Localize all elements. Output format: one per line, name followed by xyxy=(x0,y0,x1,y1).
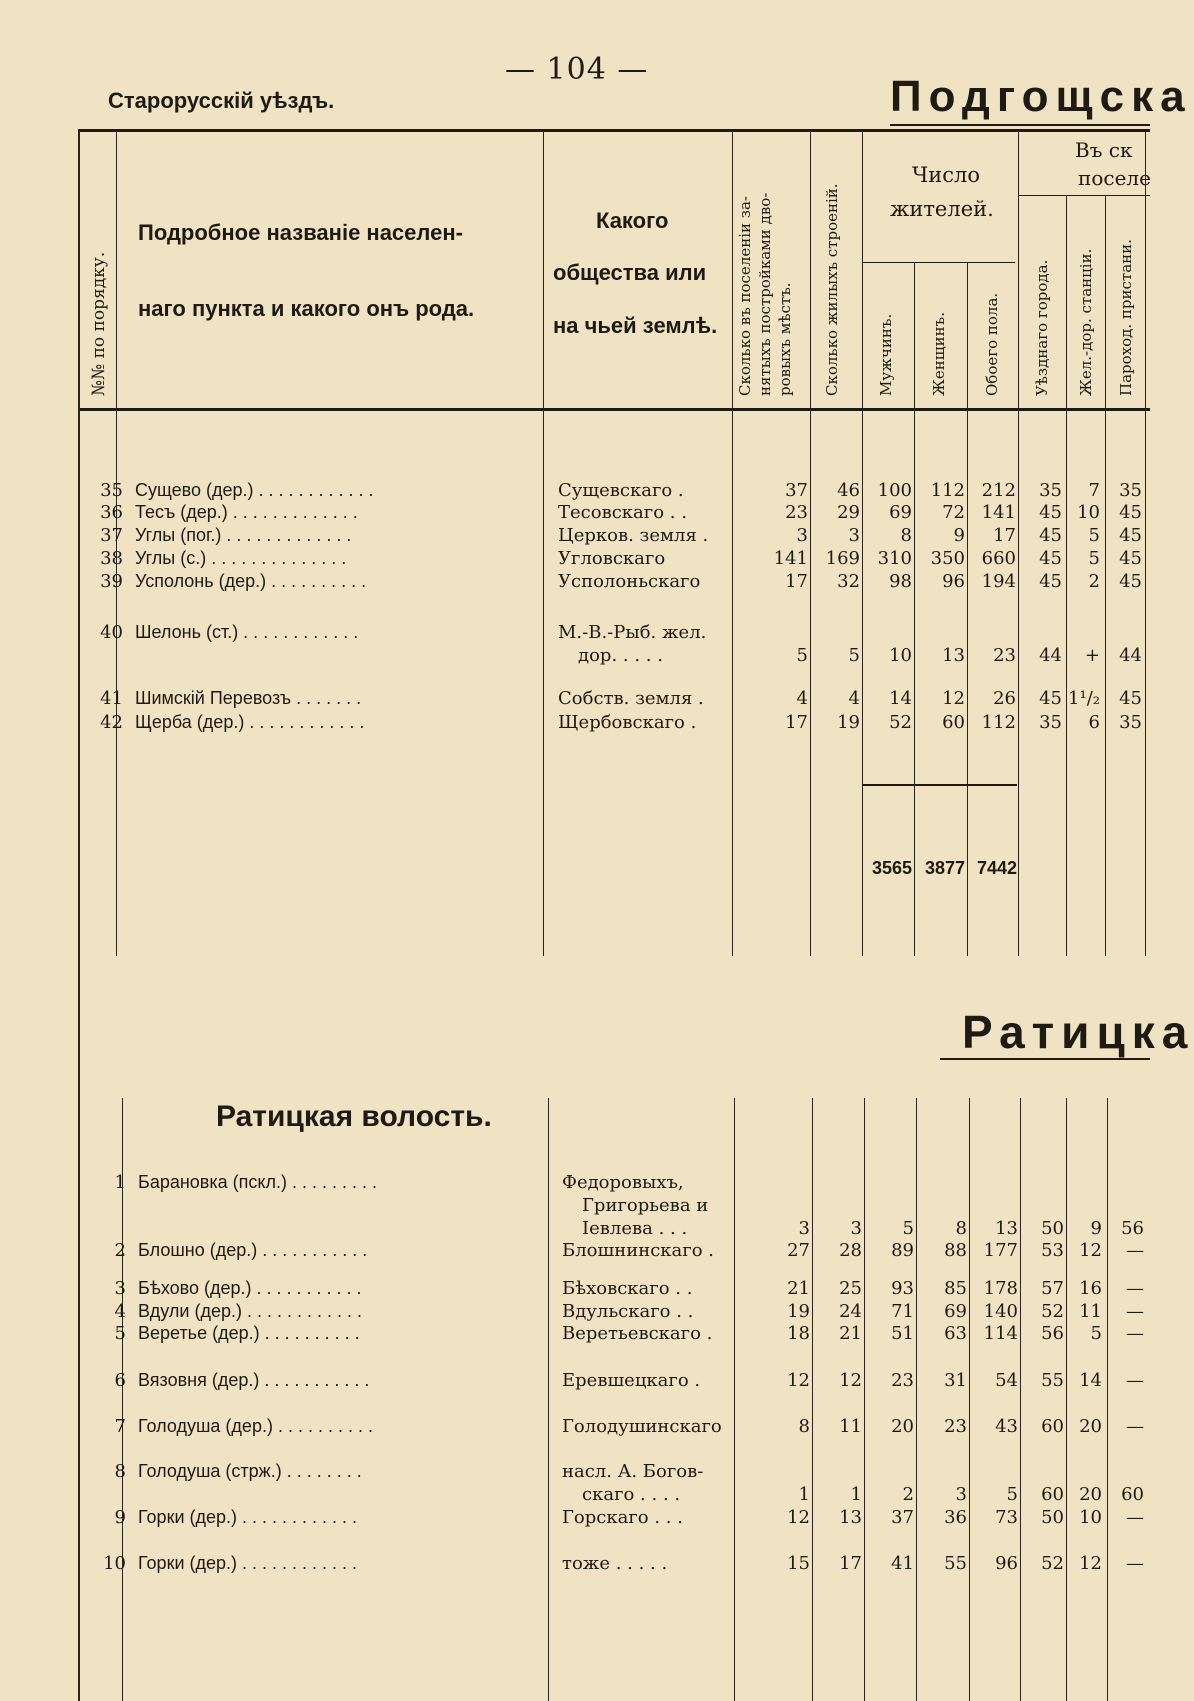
society-name: Собств. земля . xyxy=(558,688,704,709)
cell-pier: — xyxy=(1126,1240,1144,1261)
cell-men: 37 xyxy=(891,1507,914,1528)
county-title: Старорусскій уѣздъ. xyxy=(108,88,335,113)
cell-women: 23 xyxy=(944,1416,967,1437)
volost-header-top: Подгощска xyxy=(890,72,1192,121)
cell-both: 23 xyxy=(993,645,1016,666)
cell-both: 17 xyxy=(993,525,1016,546)
cell-men: 52 xyxy=(889,712,912,733)
table-row xyxy=(0,1323,1150,1347)
cell-pier: — xyxy=(1126,1370,1144,1391)
cell-bld: 46 xyxy=(837,480,860,501)
cell-yards: 27 xyxy=(787,1240,810,1261)
cell-yards: 21 xyxy=(787,1278,810,1299)
cell-women: 88 xyxy=(944,1240,967,1261)
cell-town: 45 xyxy=(1039,525,1062,546)
cell-both: 194 xyxy=(981,571,1016,592)
settlement-name: Сущево (дер.) . . . . . . . . . . . . xyxy=(135,480,374,500)
settlement-name: Бѣхово (дер.) . . . . . . . . . . . xyxy=(138,1278,362,1298)
cell-pier: 45 xyxy=(1119,548,1142,569)
cell-town: 50 xyxy=(1041,1218,1064,1239)
residents-group-header-1: Число xyxy=(912,163,980,187)
cell-rail: 20 xyxy=(1079,1416,1102,1437)
cell-bld: 1 xyxy=(850,1484,862,1505)
col-town-header: Уѣзднаго города. xyxy=(1033,259,1051,396)
cell-women: 60 xyxy=(942,712,965,733)
settlement-name: Углы (пог.) . . . . . . . . . . . . . xyxy=(135,525,352,545)
row-number: 7 xyxy=(114,1416,126,1437)
row-number: 2 xyxy=(114,1240,126,1261)
row-number: 36 xyxy=(100,502,123,523)
cell-men: 8 xyxy=(900,525,912,546)
settlement-name: Голодуша (стрж.) . . . . . . . . xyxy=(138,1461,362,1481)
cell-rail: 7 xyxy=(1088,480,1100,501)
settlement-name: Горки (дер.) . . . . . . . . . . . . xyxy=(138,1507,358,1527)
table-row xyxy=(0,1370,1150,1394)
row-number: 42 xyxy=(100,712,123,733)
cell-both: 177 xyxy=(983,1240,1018,1261)
col-yards-header-2: нятыхъ постройками дво- xyxy=(756,192,774,396)
col-rule xyxy=(916,1098,917,1701)
cell-both: 26 xyxy=(993,688,1016,709)
society-name: тоже . . . . . xyxy=(562,1553,668,1574)
cell-women: 63 xyxy=(944,1323,967,1344)
settlement-name: Горки (дер.) . . . . . . . . . . . . xyxy=(138,1553,358,1573)
col-rule xyxy=(548,1098,549,1701)
cell-rail: 20 xyxy=(1079,1484,1102,1505)
cell-both: 112 xyxy=(981,712,1016,733)
cell-men: 14 xyxy=(889,688,912,709)
cell-bld: 21 xyxy=(839,1323,862,1344)
cell-both: 96 xyxy=(995,1553,1018,1574)
cell-town: 50 xyxy=(1041,1507,1064,1528)
cell-rail: 14 xyxy=(1079,1370,1102,1391)
cell-men: 23 xyxy=(891,1370,914,1391)
cell-both: 73 xyxy=(995,1507,1018,1528)
cell-bld: 29 xyxy=(837,502,860,523)
cell-women: 350 xyxy=(930,548,965,569)
settlement-name: Вязовня (дер.) . . . . . . . . . . . xyxy=(138,1370,370,1390)
society-name: Веретьевскаго . xyxy=(562,1323,713,1344)
cell-town: 57 xyxy=(1041,1278,1064,1299)
cell-rail: 6 xyxy=(1088,712,1100,733)
table-row xyxy=(0,688,1150,712)
settlement-name: Углы (с.) . . . . . . . . . . . . . . xyxy=(135,548,347,568)
society-name: Блошнинскаго . xyxy=(562,1240,714,1261)
cell-rail: + xyxy=(1084,645,1100,666)
cell-town: 35 xyxy=(1039,480,1062,501)
cell-town: 56 xyxy=(1041,1323,1064,1344)
row-number: 40 xyxy=(100,622,123,643)
cell-yards: 141 xyxy=(773,548,808,569)
society-name: Вдульскаго . . xyxy=(562,1301,694,1322)
cell-both: 43 xyxy=(995,1416,1018,1437)
settlement-name: Голодуша (дер.) . . . . . . . . . . xyxy=(138,1416,373,1436)
settlement-name: Шелонь (ст.) . . . . . . . . . . . . xyxy=(135,622,359,642)
total-women: 3877 xyxy=(924,858,965,878)
table-header-bottom-rule xyxy=(78,408,1150,411)
table-row xyxy=(0,571,1150,595)
col-both-header: Обоего пола. xyxy=(983,292,1001,396)
col-rule xyxy=(734,1098,735,1701)
society-name: Федоровыхъ, xyxy=(562,1172,684,1193)
cell-women: 9 xyxy=(953,525,965,546)
cell-pier: — xyxy=(1126,1416,1144,1437)
cell-rail: 5 xyxy=(1090,1323,1102,1344)
table-row xyxy=(0,502,1150,526)
cell-pier: 44 xyxy=(1119,645,1142,666)
cell-men: 100 xyxy=(877,480,912,501)
cell-bld: 3 xyxy=(850,1218,862,1239)
cell-women: 55 xyxy=(944,1553,967,1574)
cell-men: 51 xyxy=(891,1323,914,1344)
cell-town: 55 xyxy=(1041,1370,1064,1391)
cell-both: 141 xyxy=(981,502,1016,523)
cell-women: 8 xyxy=(955,1218,967,1239)
total-men: 3565 xyxy=(871,858,912,878)
cell-pier: — xyxy=(1126,1301,1144,1322)
col-pier-header: Пароход. пристани. xyxy=(1117,239,1135,396)
distance-group-header-1: Въ ск xyxy=(1075,138,1133,162)
cell-yards: 4 xyxy=(796,688,808,709)
settlement-name: Вдули (дер.) . . . . . . . . . . . . xyxy=(138,1301,363,1321)
settlement-name: Усполонь (дер.) . . . . . . . . . . xyxy=(135,571,367,591)
cell-pier: 45 xyxy=(1119,688,1142,709)
col-rule xyxy=(969,1098,970,1701)
cell-rail: 10 xyxy=(1079,1507,1102,1528)
cell-town: 52 xyxy=(1041,1301,1064,1322)
row-number: 37 xyxy=(100,525,123,546)
cell-town: 44 xyxy=(1039,645,1062,666)
cell-pier: 45 xyxy=(1119,502,1142,523)
col-rule xyxy=(914,262,915,956)
table-row xyxy=(0,712,1150,736)
cell-bld: 28 xyxy=(839,1240,862,1261)
cell-men: 41 xyxy=(891,1553,914,1574)
society-name: Усполоньскаго xyxy=(558,571,701,592)
cell-town: 45 xyxy=(1039,548,1062,569)
cell-both: 5 xyxy=(1006,1484,1018,1505)
col-yards-header-3: ровыхъ мѣстъ. xyxy=(776,282,794,396)
cell-yards: 5 xyxy=(796,645,808,666)
cell-bld: 169 xyxy=(825,548,860,569)
table-top-rule xyxy=(78,129,1150,132)
cell-pier: — xyxy=(1126,1323,1144,1344)
cell-pier: — xyxy=(1126,1278,1144,1299)
table-row xyxy=(0,1172,1150,1242)
society-name: Церков. земля . xyxy=(558,525,709,546)
cell-both: 114 xyxy=(983,1323,1018,1344)
cell-pier: — xyxy=(1126,1507,1144,1528)
cell-both: 13 xyxy=(995,1218,1018,1239)
col-society-header-2: общества или xyxy=(553,260,707,285)
table-row xyxy=(0,480,1150,504)
row-number: 3 xyxy=(114,1278,126,1299)
society-name: Горскаго . . . xyxy=(562,1507,683,1528)
cell-pier: 60 xyxy=(1121,1484,1144,1505)
cell-yards: 37 xyxy=(785,480,808,501)
society-name: Угловскаго xyxy=(558,548,666,569)
volost-header-top-underline xyxy=(890,124,1150,126)
cell-both: 140 xyxy=(983,1301,1018,1322)
section-title-ratitskaya: Ратицкая волость. xyxy=(216,1100,492,1133)
society-name: Щербовскаго . xyxy=(558,712,697,733)
row-number: 4 xyxy=(114,1301,126,1322)
cell-women: 72 xyxy=(942,502,965,523)
cell-bld: 32 xyxy=(837,571,860,592)
cell-women: 69 xyxy=(944,1301,967,1322)
cell-yards: 12 xyxy=(787,1370,810,1391)
cell-rail: 10 xyxy=(1077,502,1100,523)
col-rule xyxy=(1020,1098,1021,1701)
total-both: 7442 xyxy=(976,858,1017,878)
col-men-header: Мужчинъ. xyxy=(877,313,895,396)
table-row xyxy=(0,1416,1150,1440)
volost-header-bottom-underline xyxy=(940,1058,1150,1060)
col-society-header-1: Какого xyxy=(596,208,669,233)
cell-men: 93 xyxy=(891,1278,914,1299)
table-left-border xyxy=(78,131,80,1701)
society-name: Іевлева . . . xyxy=(582,1218,688,1239)
cell-town: 45 xyxy=(1039,571,1062,592)
table-row xyxy=(0,1301,1150,1325)
society-name: насл. А. Богов- xyxy=(562,1461,704,1482)
volost-header-bottom: Ратицка xyxy=(962,1006,1194,1058)
cell-bld: 24 xyxy=(839,1301,862,1322)
cell-bld: 4 xyxy=(848,688,860,709)
cell-yards: 17 xyxy=(785,571,808,592)
col-women-header: Женщинъ. xyxy=(930,312,948,396)
society-name: Тесовскаго . . xyxy=(558,502,687,523)
cell-both: 212 xyxy=(981,480,1016,501)
society-name: Голодушинскаго xyxy=(562,1416,722,1437)
cell-town: 52 xyxy=(1041,1553,1064,1574)
table-row xyxy=(0,1278,1150,1302)
residents-group-rule xyxy=(862,262,1015,263)
row-number: 9 xyxy=(114,1507,126,1528)
col-society-header-3: на чьей землѣ. xyxy=(553,313,718,338)
settlement-name: Шимскій Перевозъ . . . . . . . xyxy=(135,688,362,708)
col-rule xyxy=(864,1098,865,1701)
cell-bld: 25 xyxy=(839,1278,862,1299)
table-row xyxy=(0,525,1150,549)
cell-pier: 35 xyxy=(1119,480,1142,501)
cell-women: 36 xyxy=(944,1507,967,1528)
residents-group-header-2: жителей. xyxy=(890,197,994,221)
settlement-name: Щерба (дер.) . . . . . . . . . . . . xyxy=(135,712,365,732)
cell-pier: 45 xyxy=(1119,571,1142,592)
cell-women: 112 xyxy=(930,480,965,501)
cell-men: 310 xyxy=(877,548,912,569)
cell-rail: 12 xyxy=(1079,1240,1102,1261)
table-row xyxy=(0,622,1150,669)
society-name: Григорьева и xyxy=(582,1195,709,1216)
row-number: 39 xyxy=(100,571,123,592)
row-number: 6 xyxy=(114,1370,126,1391)
cell-bld: 12 xyxy=(839,1370,862,1391)
cell-yards: 3 xyxy=(796,525,808,546)
col-name-header-2: наго пункта и какого онъ рода. xyxy=(138,296,475,321)
cell-men: 71 xyxy=(891,1301,914,1322)
cell-rail: 5 xyxy=(1088,548,1100,569)
cell-bld: 19 xyxy=(837,712,860,733)
settlement-name: Тесъ (дер.) . . . . . . . . . . . . . xyxy=(135,502,358,522)
cell-rail: 16 xyxy=(1079,1278,1102,1299)
cell-yards: 15 xyxy=(787,1553,810,1574)
cell-men: 5 xyxy=(902,1218,914,1239)
society-name: дор. . . . . xyxy=(578,645,663,666)
cell-bld: 11 xyxy=(839,1416,862,1437)
cell-town: 45 xyxy=(1039,502,1062,523)
cell-men: 10 xyxy=(889,645,912,666)
cell-town: 53 xyxy=(1041,1240,1064,1261)
society-name: Бѣховскаго . . xyxy=(562,1278,693,1299)
col-rule xyxy=(1107,1098,1108,1701)
cell-yards: 18 xyxy=(787,1323,810,1344)
col-name-header-1: Подробное названіе населен- xyxy=(138,220,463,245)
cell-rail: 12 xyxy=(1079,1553,1102,1574)
society-name: Сущевскаго . xyxy=(558,480,684,501)
cell-men: 89 xyxy=(891,1240,914,1261)
col-number-header: №№ по порядку. xyxy=(89,251,109,396)
row-number: 1 xyxy=(114,1172,126,1193)
cell-women: 3 xyxy=(955,1484,967,1505)
table-row xyxy=(0,1461,1150,1508)
cell-bld: 17 xyxy=(839,1553,862,1574)
cell-town: 35 xyxy=(1039,712,1062,733)
cell-yards: 1 xyxy=(798,1484,810,1505)
cell-yards: 3 xyxy=(798,1218,810,1239)
cell-pier: — xyxy=(1126,1553,1144,1574)
row-number: 38 xyxy=(100,548,123,569)
distance-group-rule xyxy=(1018,195,1150,196)
cell-pier: 56 xyxy=(1121,1218,1144,1239)
settlement-name: Барановка (пскл.) . . . . . . . . . xyxy=(138,1172,377,1192)
cell-women: 31 xyxy=(944,1370,967,1391)
cell-town: 60 xyxy=(1041,1484,1064,1505)
cell-bld: 13 xyxy=(839,1507,862,1528)
table-row xyxy=(0,1240,1150,1264)
distance-group-header-2: поселе xyxy=(1078,166,1151,190)
society-name: скаго . . . . xyxy=(582,1484,681,1505)
page-number: — 104 — xyxy=(505,52,649,87)
cell-women: 12 xyxy=(942,688,965,709)
society-name: Еревшецкаго . xyxy=(562,1370,701,1391)
cell-women: 13 xyxy=(942,645,965,666)
row-number: 8 xyxy=(114,1461,126,1482)
cell-both: 660 xyxy=(981,548,1016,569)
cell-men: 2 xyxy=(902,1484,914,1505)
cell-both: 54 xyxy=(995,1370,1018,1391)
table-row xyxy=(0,548,1150,572)
cell-women: 85 xyxy=(944,1278,967,1299)
cell-yards: 17 xyxy=(785,712,808,733)
col-rule xyxy=(1066,1098,1067,1701)
row-number: 41 xyxy=(100,688,123,709)
cell-men: 98 xyxy=(889,571,912,592)
col-rule xyxy=(812,1098,813,1701)
cell-pier: 35 xyxy=(1119,712,1142,733)
settlement-name: Веретье (дер.) . . . . . . . . . . xyxy=(138,1323,360,1343)
cell-rail: 1¹/₂ xyxy=(1068,688,1100,709)
cell-yards: 12 xyxy=(787,1507,810,1528)
cell-men: 69 xyxy=(889,502,912,523)
totals-rule xyxy=(862,784,1017,786)
table-row xyxy=(0,1553,1150,1577)
table-row xyxy=(0,1507,1150,1531)
cell-yards: 23 xyxy=(785,502,808,523)
society-name: М.-В.-Рыб. жел. xyxy=(558,622,707,643)
col-rule xyxy=(967,262,968,956)
cell-town: 60 xyxy=(1041,1416,1064,1437)
cell-yards: 8 xyxy=(798,1416,810,1437)
cell-pier: 45 xyxy=(1119,525,1142,546)
cell-rail: 9 xyxy=(1090,1218,1102,1239)
col-railway-header: Жел.-дор. станціи. xyxy=(1077,248,1095,396)
cell-both: 178 xyxy=(983,1278,1018,1299)
col-yards-header-1: Сколько въ поселеніи за- xyxy=(736,196,754,396)
row-number: 5 xyxy=(114,1323,126,1344)
cell-rail: 11 xyxy=(1079,1301,1102,1322)
cell-rail: 2 xyxy=(1088,571,1100,592)
cell-bld: 3 xyxy=(848,525,860,546)
row-number: 35 xyxy=(100,480,123,501)
cell-women: 96 xyxy=(942,571,965,592)
cell-bld: 5 xyxy=(848,645,860,666)
settlement-name: Блошно (дер.) . . . . . . . . . . . xyxy=(138,1240,368,1260)
col-buildings-header: Сколько жилыхъ строеній. xyxy=(823,183,841,396)
cell-yards: 19 xyxy=(787,1301,810,1322)
cell-town: 45 xyxy=(1039,688,1062,709)
cell-men: 20 xyxy=(891,1416,914,1437)
cell-rail: 5 xyxy=(1088,525,1100,546)
row-number: 10 xyxy=(103,1553,126,1574)
